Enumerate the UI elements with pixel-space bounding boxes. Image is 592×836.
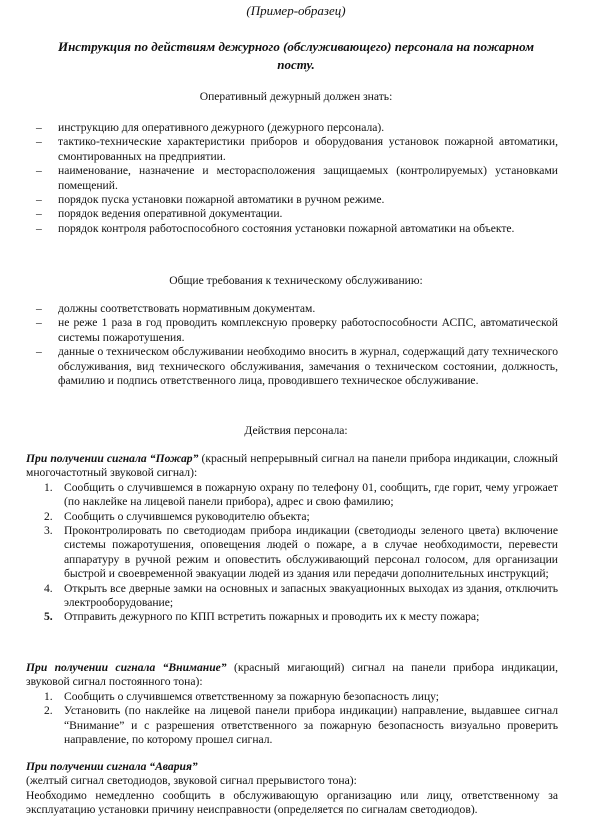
step-text: Сообщить о случившемся руководителю объекта; <box>64 509 310 523</box>
alarm-signal-lead: При получении сигнала “Авария” <box>26 760 198 773</box>
step-text: Проконтролировать по светодиодам прибора индикации (светодиоды зеленого цвета) включение системы пожаротушения, оповещения людей о пожаре, а в случае необходимости, перевести аппаратуру в ручной режим и оповестить обслуживающий персонал голосом, для организации быстрой и своевременной эвакуации людей из здания или передачи дополнительных инструкций; <box>64 524 558 581</box>
alarm-signal-desc: (желтый сигнал светодиодов, звуковой сигнал прерывистого тона): <box>26 774 357 788</box>
step-text: Сообщить о случившемся в пожарную охрану по телефону 01, сообщить, где горит, чему угрожает (по наклейке на лицевой панели прибора), адрес и свою фамилию; <box>64 480 558 509</box>
section-heading-actions: Действия персонала: <box>244 424 348 437</box>
step-number: 2. <box>44 509 53 523</box>
list-item <box>26 582 558 611</box>
alarm-signal-text: Необходимо немедленно сообщить в обслуживающую организацию или лицу, ответственному за эксплуатацию установки причину неисправности (определяется по сигналам светодиодов). <box>26 788 558 817</box>
step-number: 3. <box>44 524 53 538</box>
list-item <box>26 704 558 747</box>
attention-signal-intro <box>26 661 558 690</box>
fire-signal-desc: (красный непрерывный сигнал на панели прибора индикации, сложный многочастотный звуковой сигнал): <box>26 452 558 480</box>
step-number: 1. <box>44 689 53 703</box>
step-text: Открыть все дверные замки на основных и запасных эвакуационных выходах из здания, отключить электрооборудование; <box>64 581 558 610</box>
step-text: Сообщить о случившемся ответственному за пожарную безопасность лицу; <box>64 689 440 703</box>
fire-steps <box>26 481 558 625</box>
list-item: – тактико-технические характеристики приборов и оборудования установок пожарной автоматики, смонтированных на предприятии. <box>36 135 558 164</box>
list-item: – инструкцию для оперативного дежурного (дежурного персонала). <box>36 121 558 135</box>
fire-signal-lead: При получении сигнала “Пожар” <box>26 452 199 465</box>
fire-signal-block <box>26 452 558 625</box>
fire-signal-intro <box>26 452 558 481</box>
section-heading-maintenance: Общие требования к техническому обслуживанию: <box>169 274 423 287</box>
attention-signal-desc: (красный мигающий) сигнал на панели прибора индикации, звуковой сигнал постоянного тона): <box>26 661 558 689</box>
step-text: Установить (по наклейке на лицевой панели прибора индикации) направление, выдавшее сигнал “Внимание” и с разрешения ответственного за пожарную безопасность визуально проверить направление, по которому прошел сигнал. <box>64 704 558 747</box>
list-item <box>26 690 558 704</box>
attention-signal-block <box>26 661 558 747</box>
list-item: – не реже 1 раза в год проводить комплексную проверку работоспособности АСПС, автоматической системы пожаротушения. <box>36 316 558 345</box>
maintenance-list <box>36 302 558 388</box>
section-heading-know: Оперативный дежурный должен знать: <box>199 90 393 103</box>
attention-steps <box>26 690 558 748</box>
list-item: – наименование, назначение и месторасположения защищаемых (контролируемых) установками помещений. <box>36 164 558 193</box>
list-item: – данные о техническом обслуживании необходимо вносить в журнал, содержащий дату технического обслуживания, вид технического обслуживания, замечания о техническом состоянии, должность, фамилию и подпись ответственного лица, проводившего техническое обслуживание. <box>36 345 558 388</box>
step-text: Отправить дежурного по КПП встретить пожарных и проводить их к месту пожара; <box>64 610 480 624</box>
list-item <box>26 481 558 510</box>
list-item: – должны соответствовать нормативным документам. <box>36 302 558 316</box>
step-number: 4. <box>44 581 53 595</box>
list-item: – порядок контроля работоспособного состояния установки пожарной автоматики на объекте. <box>36 222 558 236</box>
know-list <box>36 121 558 236</box>
list-item <box>26 524 558 582</box>
alarm-signal-block <box>26 760 558 818</box>
list-item <box>26 510 558 524</box>
list-item: – порядок пуска установки пожарной автоматики в ручном режиме. <box>36 193 558 207</box>
step-number: 1. <box>44 480 53 494</box>
document-title: Инструкция по действиям дежурного (обслуживающего) персонала на пожарном посту. <box>57 39 535 72</box>
step-number: 5. <box>44 610 53 624</box>
list-item <box>26 610 558 624</box>
sample-label: (Пример-образец) <box>246 3 346 18</box>
step-number: 2. <box>44 704 53 718</box>
attention-signal-lead: При получении сигнала “Внимание” <box>26 661 227 674</box>
list-item: – порядок ведения оперативной документации. <box>36 207 558 221</box>
